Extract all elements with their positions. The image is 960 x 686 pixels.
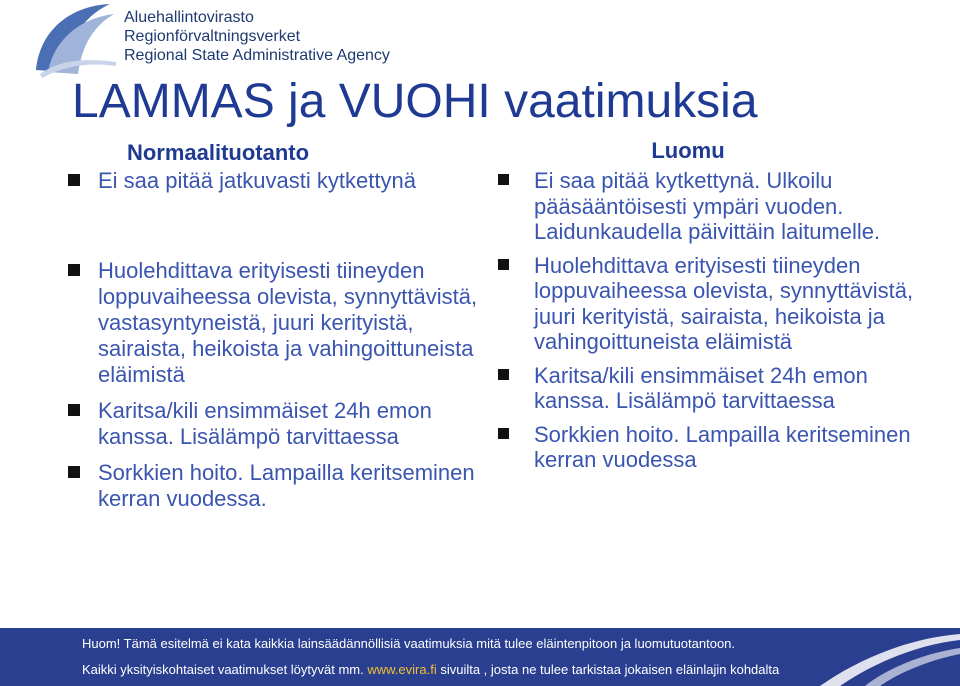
logo-line-sv: Regionförvaltningsverket: [124, 28, 301, 45]
column-luomu: [498, 138, 938, 473]
column-heading-left: Normaalituotanto: [126, 140, 310, 165]
square-bullet-icon: [498, 174, 509, 185]
list-item: [68, 258, 488, 388]
bullet-list-right: [498, 168, 938, 473]
list-item: [498, 253, 938, 355]
list-item-text: Ei saa pitää jatkuvasti kytkettynä: [98, 168, 416, 193]
square-bullet-icon: [68, 264, 80, 276]
list-item: [68, 460, 488, 512]
list-item-text: Huolehdittava erityisesti tiineyden loppuvaiheessa olevista, synnyttävistä, juuri kerityistä, sairaista, heikoista ja vahingoittuneista eläimistä: [534, 252, 914, 354]
list-item: [498, 168, 938, 245]
logo-line-fi: Aluehallintovirasto: [124, 9, 254, 26]
logo-line-en: Regional State Administrative Agency: [124, 47, 390, 64]
footer-bar: [0, 628, 960, 686]
list-item-text: Sorkkien hoito. Lampailla keritseminen kerran vuodessa: [534, 421, 911, 472]
list-item-text: Karitsa/kili ensimmäiset 24h emon kanssa. Lisälämpö tarvittaessa: [98, 398, 432, 449]
list-item: [68, 398, 488, 450]
list-item-text: Huolehdittava erityisesti tiineyden loppuvaiheessa olevista, synnyttävistä, vastasyntyneistä, juuri kerityistä, sairaista, heikoista ja vahingoittuneista eläimistä: [98, 258, 478, 387]
square-bullet-icon: [68, 174, 80, 186]
list-item-text: Sorkkien hoito. Lampailla keritseminen kerran vuodessa.: [98, 460, 475, 511]
list-item: [498, 422, 938, 473]
footer-reference-tail: sivuilta , josta ne tulee tarkistaa jokaisen eläinlajin kohdalta: [436, 662, 780, 677]
square-bullet-icon: [498, 428, 509, 439]
list-item-text: Ei saa pitää kytkettynä. Ulkoilu pääsääntöisesti ympäri vuoden. Laidunkaudella päivittäin laitumelle.: [534, 168, 881, 244]
square-bullet-icon: [498, 259, 509, 270]
evira-link[interactable]: www.evira.fi: [367, 662, 437, 677]
list-item: [498, 363, 938, 414]
logo-swoosh-icon: [30, 0, 118, 78]
square-bullet-icon: [68, 404, 80, 416]
logo-text: [124, 8, 390, 65]
list-item-text: Karitsa/kili ensimmäiset 24h emon kanssa. Lisälämpö tarvittaessa: [534, 362, 868, 413]
column-heading-right: Luomu: [651, 138, 725, 163]
agency-logo: [30, 0, 390, 78]
list-item: [68, 168, 488, 194]
column-normaalituotanto: [68, 140, 488, 512]
footer-reference: [82, 662, 779, 677]
bullet-list-left: [68, 168, 488, 512]
footer-disclaimer: Huom! Tämä esitelmä ei kata kaikkia lainsäädännöllisiä vaatimuksia mitä tulee eläintenpitoon ja luomutuotantoon.: [82, 636, 736, 651]
square-bullet-icon: [68, 466, 80, 478]
square-bullet-icon: [498, 369, 509, 380]
decorative-stripes-icon: [760, 628, 960, 686]
footer-reference-text: Kaikki yksityiskohtaiset vaatimukset löytyvät mm.: [82, 662, 368, 677]
slide-title: LAMMAS ja VUOHI vaatimuksia: [72, 75, 758, 128]
